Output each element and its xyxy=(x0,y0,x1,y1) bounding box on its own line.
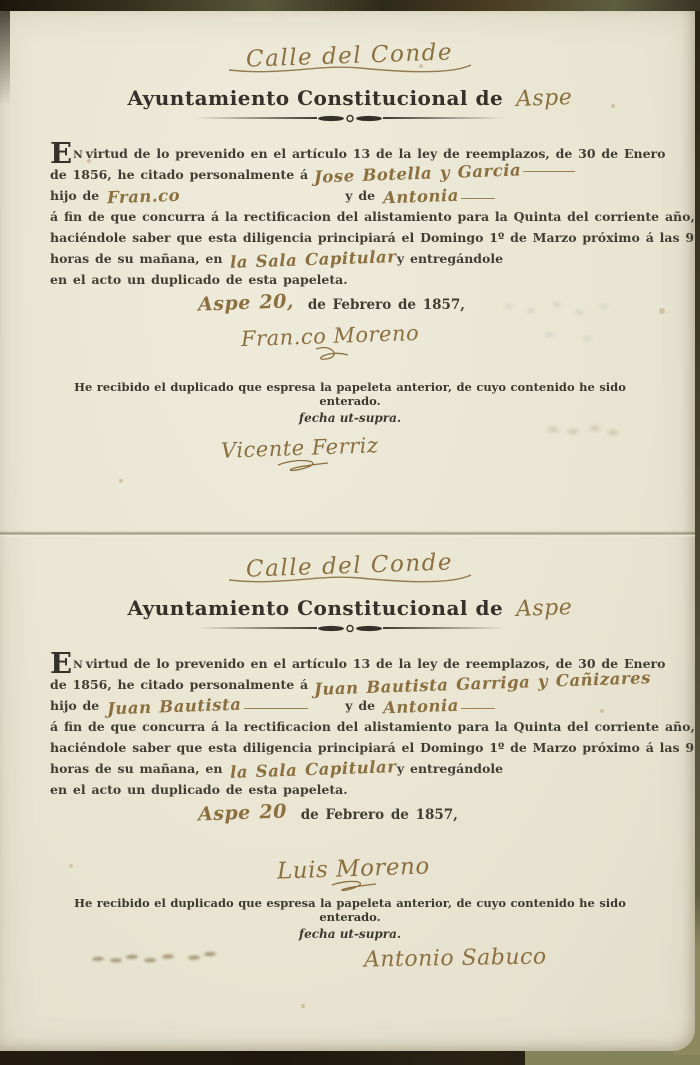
place-entry-slot xyxy=(222,247,398,272)
mother-name-handwritten: Antonia xyxy=(382,695,460,718)
printed-text: horas de su mañana, en xyxy=(50,761,223,776)
date-printed: de Febrero de 1857, xyxy=(300,807,458,823)
printed-text: horas de su mañana, en xyxy=(50,251,223,266)
drop-cap: E xyxy=(50,136,73,170)
divider-line xyxy=(383,117,505,119)
handwriting-trailing-stroke xyxy=(523,165,575,172)
printed-text: y entregándole xyxy=(396,761,504,776)
drop-cap: E xyxy=(50,646,73,680)
drop-cap-smallcap: N xyxy=(73,149,83,161)
printed-text: á fin de que concurra á la rectificacion del alistamiento para la Quinta del corriente año, xyxy=(50,719,695,734)
paragraph-line xyxy=(50,160,650,187)
father-name-handwritten: Fran.co xyxy=(106,185,181,208)
date-place-handwritten: Aspe 20, xyxy=(197,290,295,316)
paragraph-line xyxy=(50,737,695,758)
paragraph-line xyxy=(50,779,650,800)
handwriting-trailing-stroke xyxy=(461,192,495,199)
mother-name-handwritten: Antonia xyxy=(382,185,460,208)
divider-line xyxy=(383,627,505,629)
receipt-statement: He recibido el duplicado que espresa la papeleta anterior, de cuyo contenido he sido enterado. xyxy=(74,380,626,408)
form-title: Ayuntamiento Constitucional de xyxy=(127,86,504,110)
paragraph-line xyxy=(50,694,650,719)
ink-smudge xyxy=(92,952,222,966)
recipient-signature-handwritten: Vicente Ferriz xyxy=(220,433,380,463)
printed-text: en el acto un duplicado de esta papeleta. xyxy=(50,782,348,797)
meeting-place-handwritten: la Sala Capitular xyxy=(230,757,398,782)
bottom-signature-row xyxy=(50,946,650,971)
printed-text: de 1856, he citado personalmente á xyxy=(50,677,309,692)
printed-text: hijo de xyxy=(50,698,100,713)
official-signature-handwritten: Fran.co Moreno xyxy=(240,320,420,352)
paper-page xyxy=(0,10,695,1051)
cited-name-handwritten: Jose Botella y Garcia xyxy=(313,160,522,187)
recipient-signature xyxy=(340,946,570,971)
printed-text: á fin de que concurra á la rectificacion del alistamiento para la Quinta del corriente año, xyxy=(50,209,695,224)
recipient-signature-handwritten: Antonio Sabuco xyxy=(363,944,547,973)
street-name-handwritten: Calle del Conde xyxy=(246,549,454,583)
date-line xyxy=(50,802,650,829)
binding-gutter-shadow xyxy=(0,10,10,105)
mother-entry-slot xyxy=(375,185,495,206)
printed-text: de 1856, he citado personalmente á xyxy=(50,167,309,182)
drop-cap-smallcap: N xyxy=(73,659,83,671)
paragraph-line xyxy=(50,185,650,206)
municipality-handwritten: Aspe xyxy=(515,595,573,622)
official-signature xyxy=(218,853,488,895)
printed-text: virtud de lo prevenido en el artículo 13 de la ley de reemplazos, de 30 de Enero xyxy=(85,656,666,671)
father-entry-slot xyxy=(99,185,345,206)
page-fold-crease xyxy=(0,531,695,537)
printed-text: y de xyxy=(345,188,376,203)
paragraph-line xyxy=(50,668,652,699)
father-name-handwritten: Juan Bautista xyxy=(106,694,242,719)
paragraph-line xyxy=(50,227,695,248)
body-paragraph xyxy=(50,136,695,319)
printed-text: haciéndole saber que esta diligencia principiará el Domingo 1º de Marzo próximo á las 9 xyxy=(50,230,695,245)
printed-text: hijo de xyxy=(50,188,100,203)
paragraph-line xyxy=(50,206,695,227)
form-title-row xyxy=(50,86,650,111)
divider-ornament-icon xyxy=(317,624,383,633)
form-title: Ayuntamiento Constitucional de xyxy=(127,596,504,620)
father-entry-slot xyxy=(99,694,345,719)
date-place-handwritten: Aspe 20 xyxy=(197,800,288,826)
municipality-handwritten: Aspe xyxy=(515,85,573,112)
printed-text: y entregándole xyxy=(396,251,504,266)
paragraph-line xyxy=(50,716,695,737)
divider-line xyxy=(195,627,317,629)
receipt-block xyxy=(50,896,650,941)
street-line xyxy=(50,39,650,85)
handwriting-trailing-stroke xyxy=(244,702,308,709)
book-edge-top xyxy=(0,0,700,11)
handwriting-trailing-stroke xyxy=(461,702,495,709)
official-signature xyxy=(195,320,465,365)
receipt-date-note: fecha ut-supra. xyxy=(298,411,402,425)
divider-line xyxy=(195,117,317,119)
paragraph-line xyxy=(50,136,666,170)
printed-text: haciéndole saber que esta diligencia principiará el Domingo 1º de Marzo próximo á las 9 xyxy=(50,740,695,755)
papeleta-form-2 xyxy=(50,549,695,973)
date-printed: de Febrero de 1857, xyxy=(307,297,465,313)
receipt-date-note: fecha ut-supra. xyxy=(298,927,402,941)
printed-text: y de xyxy=(345,698,376,713)
receipt-block xyxy=(50,380,650,425)
papeleta-form-1 xyxy=(50,39,695,475)
title-divider xyxy=(195,623,505,633)
paragraph-line xyxy=(50,269,650,290)
mother-entry-slot xyxy=(375,695,495,716)
paragraph-line xyxy=(50,757,650,782)
body-paragraph xyxy=(50,646,695,829)
street-line xyxy=(50,549,650,595)
divider-ornament-icon xyxy=(317,114,383,123)
place-entry-slot xyxy=(222,757,398,782)
street-name-handwritten: Calle del Conde xyxy=(246,39,454,73)
cited-name-handwritten: Juan Bautista Garriga y Cañizares xyxy=(313,668,652,699)
printed-text: virtud de lo prevenido en el artículo 13 de la ley de reemplazos, de 30 de Enero xyxy=(85,146,666,161)
official-signature-handwritten: Luis Moreno xyxy=(276,853,430,885)
recipient-signature xyxy=(165,433,435,475)
paragraph-line xyxy=(50,247,650,272)
printed-text: en el acto un duplicado de esta papeleta. xyxy=(50,272,348,287)
date-line xyxy=(50,292,650,319)
title-divider xyxy=(195,113,505,123)
ink-smudge-marks xyxy=(92,956,104,960)
form-title-row xyxy=(50,596,650,621)
receipt-statement: He recibido el duplicado que espresa la papeleta anterior, de cuyo contenido he sido enterado. xyxy=(74,896,626,924)
meeting-place-handwritten: la Sala Capitular xyxy=(230,247,398,272)
